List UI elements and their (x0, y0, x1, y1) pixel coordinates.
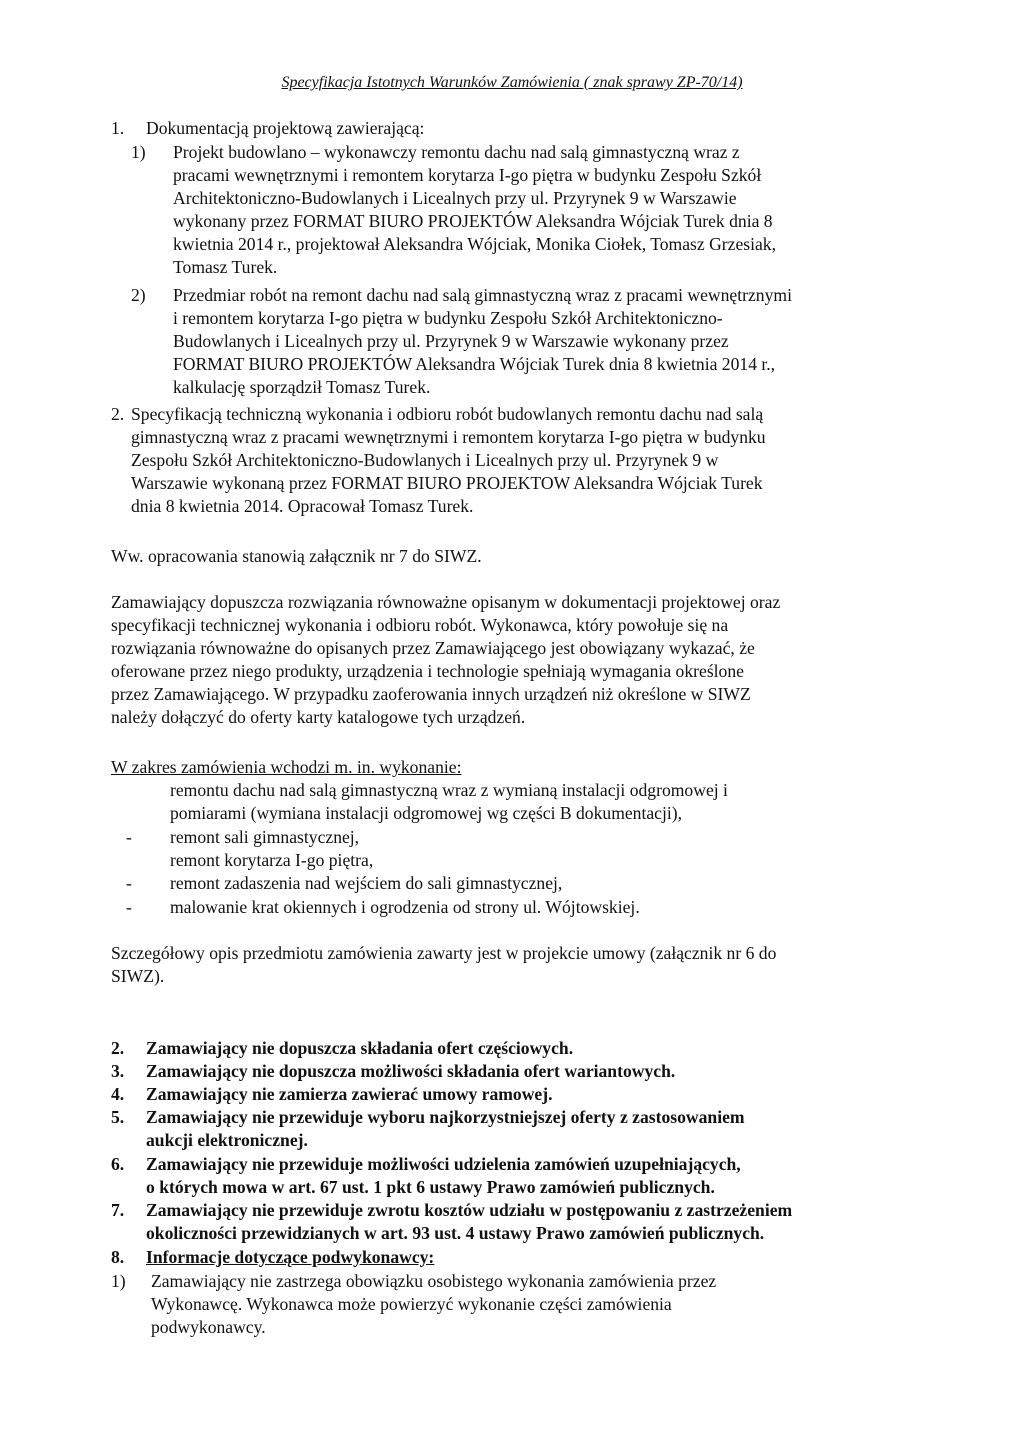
point-number: 5. (111, 1107, 125, 1127)
item-2-text: Przedmiar robót na remont dachu nad salą gimnastyczną wraz z pracami wewnętrznymi i remontem korytarza I-go piętra w budynku Zespołu Szkół Architektoniczno- Budowlanych i Licealnych przy ul. Przyrynek 9 w Warszawie wykonany przez FORMAT BIURO PROJEKTÓW Aleksandra Wójciak Turek dnia 8 kwietnia 2014 r., kalkulację sporządził Tomasz Turek. (173, 285, 792, 397)
section-2-text: Specyfikacją techniczną wykonania i odbioru robót budowlanych remontu dachu nad salą gimnastyczną wraz z pracami wewnętrznymi i remontem korytarza I-go piętra w budynku Zespołu Szkół Architektoniczno-Budowlanych i Licealnych przy ul. Przyrynek 9 w Warszawie wykonaną przez FORMAT BIURO PROJEKTOW Aleksandra Wójciak Turek dnia 8 kwietnia 2014. Opracował Tomasz Turek. (131, 404, 766, 516)
point-8-sub-text: Zamawiający nie zastrzega obowiązku osobistego wykonania zamówienia przez Wykonawcę. Wykonawca może powierzyć wykonanie części zamówienia podwykonawcy. (151, 1271, 717, 1337)
point-number: 7. (111, 1200, 125, 1220)
point-8-title: Informacje dotyczące podwykonawcy: (146, 1247, 435, 1267)
point-text: Zamawiający nie dopuszcza składania ofert częściowych. (146, 1038, 574, 1058)
scope-item: remont sali gimnastycznej, (170, 827, 360, 847)
point-number: 3. (111, 1061, 125, 1081)
item-1-text: Projekt budowlano – wykonawczy remontu dachu nad salą gimnastyczną wraz z pracami wewnętrznymi i remontem korytarza I-go piętra w budynku Zespołu Szkół Architektoniczno-Budowlanych i Licealnych przy ul. Przyrynek 9 w Warszawie wykonany przez FORMAT BIURO PROJEKTÓW Aleksandra Wójciak Turek dnia 8 kwietnia 2014 r., projektował Aleksandra Wójciak, Monika Ciołek, Tomasz Grzesiak, Tomasz Turek. (173, 142, 777, 277)
item-2-number: 2) (131, 285, 146, 305)
scope-item-dash: - (126, 873, 132, 893)
point-8-sub-number: 1) (111, 1271, 126, 1291)
point-number: 2. (111, 1038, 125, 1058)
detailed-description: Szczegółowy opis przedmiotu zamówienia zawarty jest w projekcie umowy (załącznik nr 6 do SIWZ). (111, 943, 777, 986)
point-text: Zamawiający nie przewiduje wyboru najkorzystniejszej oferty z zastosowaniem aukcji elektronicznej. (146, 1107, 745, 1150)
point-text: Zamawiający nie przewiduje możliwości udzielenia zamówień uzupełniających, o których mowa w art. 67 ust. 1 pkt 6 ustawy Prawo zamówień publicznych. (146, 1154, 741, 1197)
scope-item-dash: - (126, 827, 132, 847)
scope-heading: W zakres zamówienia wchodzi m. in. wykonanie: (111, 757, 462, 777)
section-1-title: Dokumentacją projektową zawierającą: (146, 118, 425, 138)
point-number: 4. (111, 1084, 125, 1104)
point-text: Zamawiający nie dopuszcza możliwości składania ofert wariantowych. (146, 1061, 676, 1081)
point-text: Zamawiający nie przewiduje zwrotu kosztów udziału w postępowaniu z zastrzeżeniem okoliczności przewidzianych w art. 93 ust. 4 ustawy Prawo zamówień publicznych. (146, 1200, 793, 1243)
point-8-number: 8. (111, 1247, 125, 1267)
item-1-number: 1) (131, 142, 146, 162)
attachment-note: Ww. opracowania stanowią załącznik nr 7 do SIWZ. (111, 546, 482, 566)
scope-item: remont zadaszenia nad wejściem do sali gimnastycznej, (170, 873, 563, 893)
point-text: Zamawiający nie zamierza zawierać umowy ramowej. (146, 1084, 553, 1104)
section-1-number: 1. (111, 118, 125, 138)
point-number: 6. (111, 1154, 125, 1174)
scope-item: malowanie krat okiennych i ogrodzenia od strony ul. Wójtowskiej. (170, 897, 640, 917)
scope-item-dash: - (126, 897, 132, 917)
scope-item: remontu dachu nad salą gimnastyczną wraz z wymianą instalacji odgromowej i pomiarami (wymiana instalacji odgromowej wg części B dokumentacji), (170, 780, 728, 823)
document-header: Specyfikacja Istotnych Warunków Zamówienia ( znak sprawy ZP-70/14) (281, 74, 743, 91)
section-2-number: 2. (111, 404, 125, 424)
equivalence-paragraph: Zamawiający dopuszcza rozwiązania równoważne opisanym w dokumentacji projektowej oraz specyfikacji technicznej wykonania i odbioru robót. Wykonawca, który powołuje się na rozwiązania równoważne do opisanych przez Zamawiającego jest obowiązany wykazać, że oferowane przez niego produkty, urządzenia i technologie spełniają wymagania określone przez Zamawiającego. W przypadku zaoferowania innych urządzeń niż określone w SIWZ należy dołączyć do oferty karty katalogowe tych urządzeń. (111, 592, 781, 727)
scope-item: remont korytarza I-go piętra, (170, 850, 374, 870)
